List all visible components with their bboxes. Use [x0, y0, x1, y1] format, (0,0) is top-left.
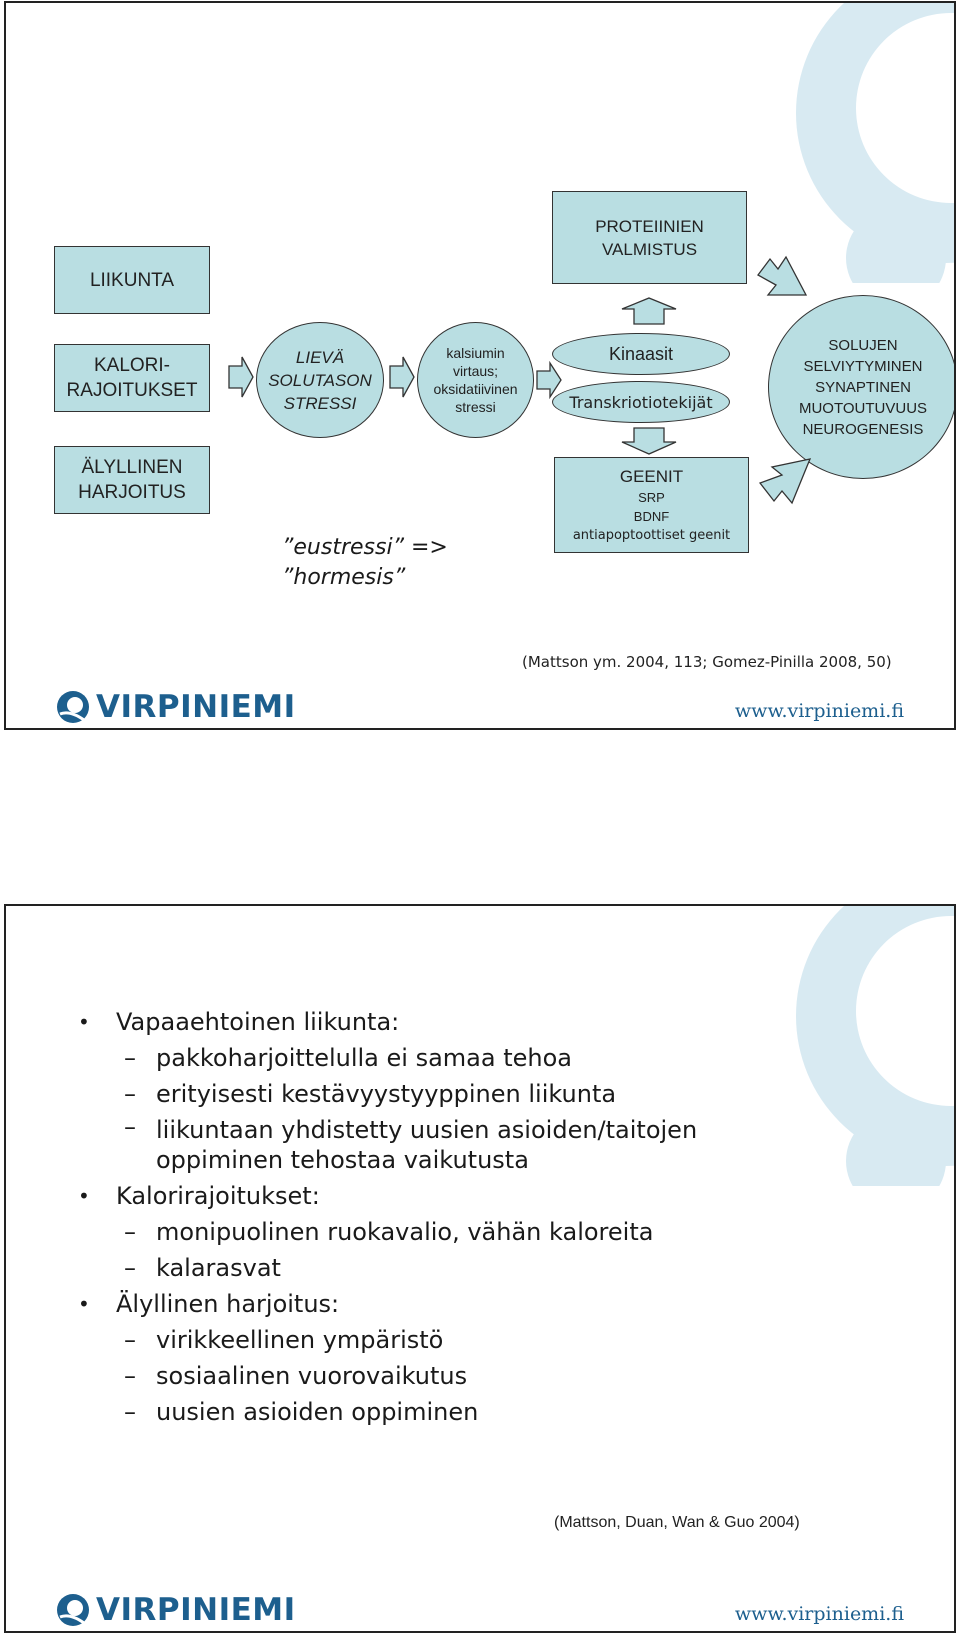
brand-logo	[56, 1592, 296, 1628]
gene-antiapoptotic: antiapoptoottiset geenit	[572, 527, 731, 543]
kinases-ellipse	[552, 333, 730, 375]
mild-cellular-stress-circle	[256, 322, 384, 438]
genes-box	[554, 457, 749, 553]
bullet-mental-training: • Älyllinen harjoitus:	[78, 1286, 697, 1322]
outcome-circle	[768, 295, 956, 479]
website-url[interactable]: www.virpiniemi.fi	[734, 1603, 904, 1625]
slide-diagram	[4, 1, 956, 730]
right-arrow-icon	[228, 355, 254, 399]
sub-bullet: – pakkoharjoittelulla ei samaa tehoa	[78, 1040, 697, 1076]
slide2-citation: (Mattson, Duan, Wan & Guo 2004)	[554, 1514, 800, 1531]
kinases-label: Kinaasit	[608, 343, 674, 364]
protein-synthesis-box	[552, 191, 747, 284]
diagonal-arrow-up-icon	[758, 455, 812, 505]
diagonal-arrow-down-icon	[756, 255, 810, 303]
background-decoration	[746, 906, 956, 1186]
sub-bullet: – sosiaalinen vuorovaikutus	[78, 1358, 697, 1394]
exercise-box	[54, 246, 210, 314]
brand-name: VIRPINIEMI	[96, 689, 296, 725]
mild-cellular-stress-label: LIEVÄ SOLUTASON STRESSI	[268, 347, 372, 413]
sub-bullet: – monipuolinen ruokavalio, vähän kaloreita	[78, 1214, 697, 1250]
sub-bullet: – uusien asioiden oppiminen	[78, 1394, 697, 1430]
calorie-restriction-box	[54, 344, 210, 412]
virpiniemi-logo-icon	[56, 690, 90, 724]
genes-title: GEENIT	[619, 466, 684, 486]
calcium-flux-label: kalsiumin virtaus; oksidatiivinen stressi	[433, 345, 518, 415]
protein-synthesis-label: PROTEIINIEN VALMISTUS	[595, 216, 704, 259]
sub-bullet: – virikkeellinen ympäristö	[78, 1322, 697, 1358]
calcium-flux-circle	[417, 322, 534, 438]
sub-bullet: – liikuntaan yhdistetty uusien asioiden/taitojen oppiminen tehostaa vaikutusta	[78, 1112, 697, 1178]
up-arrow-icon	[620, 297, 678, 325]
virpiniemi-logo-icon	[56, 1593, 90, 1627]
transcription-factors-ellipse	[552, 381, 730, 423]
website-url[interactable]: www.virpiniemi.fi	[734, 700, 904, 722]
slide-bullets	[4, 904, 956, 1633]
mental-training-box	[54, 446, 210, 514]
background-decoration	[746, 3, 956, 283]
exercise-label: LIIKUNTA	[89, 269, 175, 291]
bullet-list	[78, 1004, 697, 1430]
brand-logo	[56, 689, 296, 725]
right-arrow-icon	[536, 361, 562, 399]
outcome-label: SOLUJEN SELVIYTYMINEN SYNAPTINEN MUOTOUTUVUUS NEUROGENESIS	[798, 336, 928, 438]
sub-bullet: – erityisesti kestävyystyyppinen liikunta	[78, 1076, 697, 1112]
transcription-factors-label: Transkriotiotekijät	[569, 392, 713, 412]
mental-training-label: ÄLYLLINEN HARJOITUS	[78, 457, 186, 503]
eustress-hormesis-text: ”eustressi” => ”hormesis”	[282, 535, 448, 590]
sub-bullet: – kalarasvat	[78, 1250, 697, 1286]
bullet-voluntary-exercise: • Vapaaehtoinen liikunta:	[78, 1004, 697, 1040]
gene-srp: SRP	[638, 489, 665, 505]
bullet-calorie-restriction: • Kalorirajoitukset:	[78, 1178, 697, 1214]
right-arrow-icon	[389, 355, 415, 399]
slide1-citation: (Mattson ym. 2004, 113; Gomez-Pinilla 2008, 50)	[522, 653, 892, 671]
calorie-restriction-label: KALORI- RAJOITUKSET	[66, 355, 198, 401]
brand-name: VIRPINIEMI	[96, 1592, 296, 1628]
gene-bdnf: BDNF	[633, 508, 670, 524]
down-arrow-icon	[620, 427, 678, 455]
